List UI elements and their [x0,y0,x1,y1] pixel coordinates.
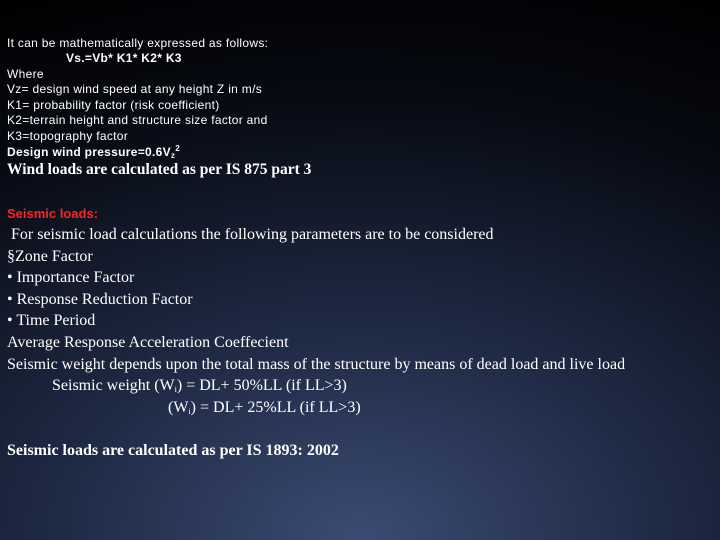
seismic-intro-text: For seismic load calculations the following parameters are to be considered [11,226,494,243]
seismic-loads-heading: Seismic loads: [7,206,99,221]
k1-definition: K1= probability factor (risk coefficient) [7,98,220,112]
seismic-standard-note: Seismic loads are calculated as per IS 1893: 2002 [7,442,339,459]
param-importance-factor: • Importance Factor [7,269,135,286]
seismic-weight-formula-2 [168,399,361,417]
formula2-suffix: ) = DL+ 25%LL (if LL>3) [190,399,361,416]
formula1-prefix: Seismic weight (W [52,377,175,394]
k3-definition: K3=topography factor [7,129,129,143]
wind-speed-formula: Vs.=Vb* K1* K2* K3 [66,51,182,65]
wind-standard-note: Wind loads are calculated as per IS 875 part 3 [7,161,312,178]
wind-intro-text: It can be mathematically expressed as follows: [7,36,269,50]
pressure-text: Design wind pressure=0.6V [7,145,171,159]
formula2-prefix: (W [168,399,189,416]
formula1-subscript: i [174,385,177,394]
formula1-suffix: ) = DL+ 50%LL (if LL>3) [176,377,347,394]
seismic-weight-description: Seismic weight depends upon the total mass of the structure by means of dead load and live load [7,356,626,373]
acceleration-coefficient: Average Response Acceleration Coeffecient [7,334,289,351]
design-wind-pressure [7,144,180,160]
param-response-reduction-factor: • Response Reduction Factor [7,291,193,308]
param-zone-factor: §Zone Factor [7,248,93,265]
where-label: Where [7,67,44,81]
seismic-weight-formula-1 [52,377,347,395]
vz-definition: Vz= design wind speed at any height Z in m/s [7,82,263,96]
pressure-subscript: z [170,151,176,160]
k2-definition: K2=terrain height and structure size factor and [7,113,268,127]
formula2-subscript: i [188,407,191,416]
pressure-superscript: 2 [175,144,180,153]
param-time-period: • Time Period [7,312,96,329]
